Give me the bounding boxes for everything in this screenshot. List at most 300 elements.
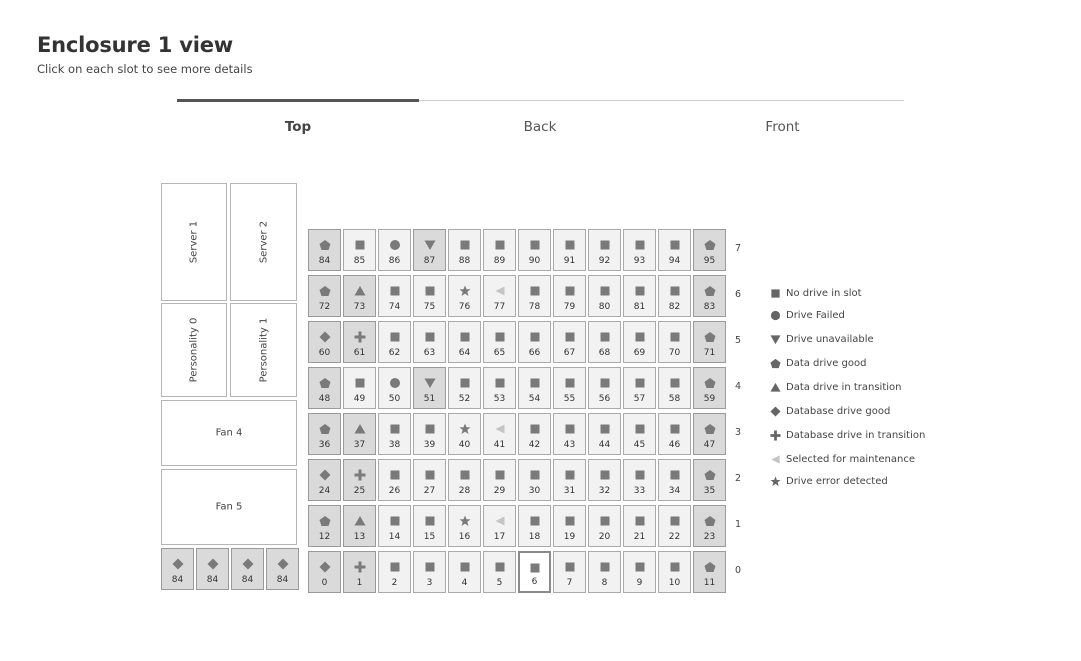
diamond-icon bbox=[162, 555, 193, 569]
square-icon bbox=[554, 374, 585, 388]
slot-number: 47 bbox=[703, 440, 716, 450]
slot-number: 55 bbox=[563, 394, 576, 404]
slot-number: 34 bbox=[668, 486, 681, 496]
pentagon-icon bbox=[309, 512, 340, 526]
personality-1-label: Personality 1 bbox=[258, 317, 269, 383]
pentagon-icon bbox=[309, 420, 340, 434]
slot-number: 64 bbox=[458, 348, 471, 358]
slot-number: 69 bbox=[633, 348, 646, 358]
slot-number: 87 bbox=[423, 256, 436, 266]
drive-slot[interactable] bbox=[553, 505, 586, 547]
square-icon bbox=[589, 558, 620, 572]
drive-slot[interactable] bbox=[378, 413, 411, 455]
star-icon bbox=[449, 512, 480, 526]
bottom-drive-slot[interactable] bbox=[266, 548, 299, 590]
slot-number: 94 bbox=[668, 256, 681, 266]
legend-label: Database drive in transition bbox=[786, 430, 926, 441]
square-icon bbox=[589, 282, 620, 296]
slot-number: 57 bbox=[633, 394, 646, 404]
drive-slot[interactable] bbox=[413, 321, 446, 363]
drive-slot[interactable] bbox=[658, 229, 691, 271]
drive-slot[interactable] bbox=[553, 275, 586, 317]
drive-slot[interactable] bbox=[343, 275, 376, 317]
square-icon bbox=[414, 420, 445, 434]
square-icon bbox=[659, 328, 690, 342]
slot-number: 84 bbox=[241, 575, 254, 585]
drive-slot[interactable] bbox=[623, 413, 656, 455]
slot-number: 75 bbox=[423, 302, 436, 312]
square-icon bbox=[379, 466, 410, 480]
drive-slot[interactable] bbox=[343, 229, 376, 271]
square-icon bbox=[624, 328, 655, 342]
slot-number: 41 bbox=[493, 440, 506, 450]
drive-slot[interactable] bbox=[343, 551, 376, 593]
drive-slot[interactable] bbox=[658, 505, 691, 547]
slot-number: 61 bbox=[353, 348, 366, 358]
slot-number: 10 bbox=[668, 578, 681, 588]
slot-number: 12 bbox=[318, 532, 331, 542]
drive-slot[interactable] bbox=[448, 321, 481, 363]
drive-slot[interactable] bbox=[623, 551, 656, 593]
square-icon bbox=[449, 328, 480, 342]
slot-number: 24 bbox=[318, 486, 331, 496]
triangle-left-icon bbox=[484, 512, 515, 526]
drive-slot[interactable] bbox=[413, 551, 446, 593]
drive-slot[interactable] bbox=[553, 551, 586, 593]
drive-slot[interactable] bbox=[693, 275, 726, 317]
drive-slot[interactable] bbox=[693, 413, 726, 455]
plus-icon bbox=[770, 430, 781, 441]
slot-number: 11 bbox=[703, 578, 716, 588]
square-icon bbox=[554, 236, 585, 250]
square-icon bbox=[414, 558, 445, 572]
drive-slot[interactable] bbox=[448, 459, 481, 501]
slot-number: 85 bbox=[353, 256, 366, 266]
drive-slot[interactable] bbox=[693, 229, 726, 271]
slot-number: 84 bbox=[276, 575, 289, 585]
drive-slot[interactable] bbox=[588, 275, 621, 317]
slot-number: 84 bbox=[206, 575, 219, 585]
server-1-box[interactable] bbox=[161, 183, 227, 301]
drive-slot[interactable] bbox=[413, 275, 446, 317]
slot-number: 83 bbox=[703, 302, 716, 312]
drive-slot[interactable] bbox=[518, 551, 551, 593]
square-icon bbox=[519, 236, 550, 250]
drive-slot[interactable] bbox=[378, 229, 411, 271]
legend-label: Database drive good bbox=[786, 406, 891, 417]
square-icon bbox=[624, 558, 655, 572]
pentagon-icon bbox=[694, 420, 725, 434]
slot-number: 30 bbox=[528, 486, 541, 496]
drive-slot[interactable] bbox=[553, 229, 586, 271]
slot-number: 81 bbox=[633, 302, 646, 312]
diamond-icon bbox=[232, 555, 263, 569]
drive-slot[interactable] bbox=[448, 229, 481, 271]
personality-1-box[interactable] bbox=[230, 303, 297, 397]
drive-slot[interactable] bbox=[343, 505, 376, 547]
square-icon bbox=[554, 282, 585, 296]
square-icon bbox=[589, 466, 620, 480]
slot-number: 38 bbox=[388, 440, 401, 450]
slot-number: 45 bbox=[633, 440, 646, 450]
slot-number: 42 bbox=[528, 440, 541, 450]
square-icon bbox=[624, 374, 655, 388]
square-icon bbox=[414, 282, 445, 296]
square-icon bbox=[659, 420, 690, 434]
drive-slot[interactable] bbox=[343, 413, 376, 455]
drive-slot[interactable] bbox=[308, 229, 341, 271]
slot-number: 79 bbox=[563, 302, 576, 312]
row-label: 6 bbox=[735, 289, 742, 300]
square-icon bbox=[624, 466, 655, 480]
triangle-left-icon bbox=[484, 420, 515, 434]
bottom-drive-slot[interactable] bbox=[196, 548, 229, 590]
drive-slot[interactable] bbox=[553, 413, 586, 455]
square-icon bbox=[519, 466, 550, 480]
drive-slot[interactable] bbox=[378, 459, 411, 501]
slot-number: 54 bbox=[528, 394, 541, 404]
star-icon bbox=[449, 420, 480, 434]
slot-number: 62 bbox=[388, 348, 401, 358]
square-icon bbox=[414, 328, 445, 342]
square-icon bbox=[414, 512, 445, 526]
square-icon bbox=[379, 328, 410, 342]
slot-number: 92 bbox=[598, 256, 611, 266]
triangle-down-icon bbox=[770, 334, 781, 345]
slot-number: 4 bbox=[461, 578, 468, 588]
slot-number: 40 bbox=[458, 440, 471, 450]
row-label: 4 bbox=[735, 381, 742, 392]
drive-slot[interactable] bbox=[483, 505, 516, 547]
slot-number: 59 bbox=[703, 394, 716, 404]
triangle-up-icon bbox=[770, 382, 781, 393]
slot-number: 28 bbox=[458, 486, 471, 496]
drive-slot[interactable] bbox=[693, 551, 726, 593]
square-icon bbox=[624, 236, 655, 250]
pentagon-icon bbox=[309, 374, 340, 388]
square-icon bbox=[484, 558, 515, 572]
slot-number: 20 bbox=[598, 532, 611, 542]
slot-number: 6 bbox=[531, 577, 538, 587]
bottom-drive-slot[interactable] bbox=[231, 548, 264, 590]
slot-number: 76 bbox=[458, 302, 471, 312]
slot-number: 7 bbox=[566, 578, 573, 588]
drive-slot[interactable] bbox=[378, 367, 411, 409]
square-icon bbox=[659, 558, 690, 572]
square-icon bbox=[589, 512, 620, 526]
square-icon bbox=[414, 466, 445, 480]
slot-number: 89 bbox=[493, 256, 506, 266]
square-icon bbox=[449, 374, 480, 388]
server-2-box[interactable] bbox=[230, 183, 297, 301]
drive-slot[interactable] bbox=[658, 367, 691, 409]
slot-number: 66 bbox=[528, 348, 541, 358]
legend-label: Drive unavailable bbox=[786, 334, 874, 345]
drive-slot[interactable] bbox=[588, 367, 621, 409]
drive-slot[interactable] bbox=[553, 321, 586, 363]
tab-back[interactable]: Back bbox=[523, 119, 557, 135]
pentagon-icon bbox=[309, 282, 340, 296]
page-title: Enclosure 1 view bbox=[37, 33, 233, 57]
triangle-left-icon bbox=[484, 282, 515, 296]
diamond-icon bbox=[197, 555, 228, 569]
drive-slot[interactable] bbox=[588, 551, 621, 593]
slot-number: 78 bbox=[528, 302, 541, 312]
square-icon bbox=[449, 466, 480, 480]
drive-slot[interactable] bbox=[483, 367, 516, 409]
drive-slot[interactable] bbox=[448, 275, 481, 317]
fan-4-box[interactable] bbox=[161, 400, 297, 466]
drive-slot[interactable] bbox=[413, 413, 446, 455]
slot-number: 93 bbox=[633, 256, 646, 266]
personality-0-box[interactable] bbox=[161, 303, 227, 397]
slot-number: 86 bbox=[388, 256, 401, 266]
slot-number: 60 bbox=[318, 348, 331, 358]
drive-slot[interactable] bbox=[518, 413, 551, 455]
pentagon-icon bbox=[694, 374, 725, 388]
plus-icon bbox=[344, 466, 375, 480]
legend-label: Data drive in transition bbox=[786, 382, 902, 393]
square-icon bbox=[379, 512, 410, 526]
drive-slot[interactable] bbox=[518, 229, 551, 271]
slot-number: 1 bbox=[356, 578, 363, 588]
drive-slot[interactable] bbox=[658, 275, 691, 317]
drive-slot[interactable] bbox=[658, 321, 691, 363]
legend-label: Drive error detected bbox=[786, 476, 888, 487]
drive-slot[interactable] bbox=[308, 413, 341, 455]
slot-number: 18 bbox=[528, 532, 541, 542]
drive-slot[interactable] bbox=[693, 367, 726, 409]
drive-slot[interactable] bbox=[483, 229, 516, 271]
drive-slot[interactable] bbox=[378, 275, 411, 317]
slot-number: 36 bbox=[318, 440, 331, 450]
triangle-up-icon bbox=[344, 282, 375, 296]
drive-slot[interactable] bbox=[308, 321, 341, 363]
square-icon bbox=[554, 466, 585, 480]
diamond-icon bbox=[770, 406, 781, 417]
plus-icon bbox=[344, 558, 375, 572]
square-icon bbox=[770, 288, 781, 299]
drive-slot[interactable] bbox=[588, 505, 621, 547]
drive-slot[interactable] bbox=[413, 505, 446, 547]
drive-slot[interactable] bbox=[448, 551, 481, 593]
slot-number: 70 bbox=[668, 348, 681, 358]
drive-slot[interactable] bbox=[693, 505, 726, 547]
drive-slot[interactable] bbox=[483, 413, 516, 455]
drive-slot[interactable] bbox=[483, 551, 516, 593]
drive-slot[interactable] bbox=[413, 459, 446, 501]
drive-slot[interactable] bbox=[518, 367, 551, 409]
drive-slot[interactable] bbox=[588, 229, 621, 271]
slot-number: 43 bbox=[563, 440, 576, 450]
drive-slot[interactable] bbox=[518, 275, 551, 317]
slot-number: 90 bbox=[528, 256, 541, 266]
plus-icon bbox=[344, 328, 375, 342]
drive-slot[interactable] bbox=[658, 551, 691, 593]
drive-slot[interactable] bbox=[518, 459, 551, 501]
drive-slot[interactable] bbox=[518, 505, 551, 547]
drive-slot[interactable] bbox=[448, 505, 481, 547]
circle-icon bbox=[379, 374, 410, 388]
slot-number: 3 bbox=[426, 578, 433, 588]
slot-number: 84 bbox=[318, 256, 331, 266]
slot-number: 33 bbox=[633, 486, 646, 496]
diamond-icon bbox=[309, 466, 340, 480]
drive-slot[interactable] bbox=[623, 275, 656, 317]
slot-number: 31 bbox=[563, 486, 576, 496]
drive-slot[interactable] bbox=[413, 367, 446, 409]
slot-number: 27 bbox=[423, 486, 436, 496]
drive-slot[interactable] bbox=[553, 459, 586, 501]
drive-slot[interactable] bbox=[518, 321, 551, 363]
pentagon-icon bbox=[694, 236, 725, 250]
triangle-up-icon bbox=[344, 420, 375, 434]
square-icon bbox=[659, 374, 690, 388]
slot-number: 44 bbox=[598, 440, 611, 450]
square-icon bbox=[589, 236, 620, 250]
square-icon bbox=[554, 328, 585, 342]
fan-4-label: Fan 4 bbox=[215, 427, 243, 439]
slot-number: 88 bbox=[458, 256, 471, 266]
drive-slot[interactable] bbox=[378, 321, 411, 363]
drive-slot[interactable] bbox=[483, 321, 516, 363]
drive-slot[interactable] bbox=[343, 367, 376, 409]
pentagon-icon bbox=[694, 512, 725, 526]
drive-slot[interactable] bbox=[308, 505, 341, 547]
slot-number: 71 bbox=[703, 348, 716, 358]
slot-number: 5 bbox=[496, 578, 503, 588]
square-icon bbox=[659, 466, 690, 480]
star-icon bbox=[449, 282, 480, 296]
diamond-icon bbox=[309, 558, 340, 572]
slot-number: 95 bbox=[703, 256, 716, 266]
drive-slot[interactable] bbox=[658, 413, 691, 455]
pentagon-icon bbox=[694, 328, 725, 342]
fan-5-box[interactable] bbox=[161, 469, 297, 545]
drive-slot[interactable] bbox=[693, 321, 726, 363]
legend-label: Data drive good bbox=[786, 358, 867, 369]
pentagon-icon bbox=[694, 282, 725, 296]
slot-number: 21 bbox=[633, 532, 646, 542]
drive-slot[interactable] bbox=[588, 321, 621, 363]
row-label: 1 bbox=[735, 519, 742, 530]
square-icon bbox=[344, 374, 375, 388]
row-label: 7 bbox=[735, 243, 742, 254]
slot-number: 2 bbox=[391, 578, 398, 588]
drive-slot[interactable] bbox=[658, 459, 691, 501]
square-icon bbox=[379, 558, 410, 572]
slot-number: 51 bbox=[423, 394, 436, 404]
drive-slot[interactable] bbox=[623, 459, 656, 501]
tab-top[interactable]: Top bbox=[284, 119, 312, 135]
active-tab-indicator bbox=[177, 99, 419, 102]
slot-number: 15 bbox=[423, 532, 436, 542]
drive-slot[interactable] bbox=[448, 367, 481, 409]
drive-slot[interactable] bbox=[483, 275, 516, 317]
circle-icon bbox=[770, 310, 781, 321]
slot-number: 82 bbox=[668, 302, 681, 312]
drive-slot[interactable] bbox=[588, 459, 621, 501]
legend-label: Drive Failed bbox=[786, 310, 845, 321]
square-icon bbox=[589, 420, 620, 434]
slot-number: 17 bbox=[493, 532, 506, 542]
drive-slot[interactable] bbox=[308, 275, 341, 317]
pentagon-icon bbox=[694, 558, 725, 572]
slot-number: 29 bbox=[493, 486, 506, 496]
drive-slot[interactable] bbox=[693, 459, 726, 501]
slot-number: 74 bbox=[388, 302, 401, 312]
tab-front[interactable]: Front bbox=[765, 119, 800, 135]
drive-slot[interactable] bbox=[588, 413, 621, 455]
drive-slot[interactable] bbox=[623, 321, 656, 363]
slot-number: 56 bbox=[598, 394, 611, 404]
slot-number: 8 bbox=[601, 578, 608, 588]
slot-number: 72 bbox=[318, 302, 331, 312]
diamond-icon bbox=[309, 328, 340, 342]
drive-slot[interactable] bbox=[308, 459, 341, 501]
slot-number: 22 bbox=[668, 532, 681, 542]
drive-slot[interactable] bbox=[343, 459, 376, 501]
drive-slot[interactable] bbox=[623, 367, 656, 409]
slot-number: 9 bbox=[636, 578, 643, 588]
drive-slot[interactable] bbox=[553, 367, 586, 409]
pentagon-icon bbox=[694, 466, 725, 480]
slot-number: 26 bbox=[388, 486, 401, 496]
drive-slot[interactable] bbox=[623, 505, 656, 547]
drive-slot[interactable] bbox=[308, 367, 341, 409]
square-icon bbox=[659, 236, 690, 250]
row-label: 0 bbox=[735, 565, 742, 576]
row-label: 5 bbox=[735, 335, 742, 346]
pentagon-icon bbox=[309, 236, 340, 250]
drive-slot[interactable] bbox=[378, 551, 411, 593]
slot-number: 84 bbox=[171, 575, 184, 585]
slot-number: 53 bbox=[493, 394, 506, 404]
drive-slot[interactable] bbox=[308, 551, 341, 593]
square-icon bbox=[379, 420, 410, 434]
square-icon bbox=[520, 559, 549, 573]
triangle-left-icon bbox=[770, 454, 781, 465]
drive-slot[interactable] bbox=[378, 505, 411, 547]
square-icon bbox=[449, 558, 480, 572]
slot-number: 65 bbox=[493, 348, 506, 358]
row-label: 3 bbox=[735, 427, 742, 438]
square-icon bbox=[624, 420, 655, 434]
square-icon bbox=[519, 374, 550, 388]
slot-number: 35 bbox=[703, 486, 716, 496]
square-icon bbox=[519, 420, 550, 434]
square-icon bbox=[554, 512, 585, 526]
drive-slot[interactable] bbox=[448, 413, 481, 455]
slot-number: 48 bbox=[318, 394, 331, 404]
square-icon bbox=[344, 236, 375, 250]
legend-label: Selected for maintenance bbox=[786, 454, 915, 465]
slot-number: 32 bbox=[598, 486, 611, 496]
slot-number: 14 bbox=[388, 532, 401, 542]
square-icon bbox=[589, 328, 620, 342]
circle-icon bbox=[379, 236, 410, 250]
personality-0-label: Personality 0 bbox=[188, 317, 200, 383]
slot-number: 67 bbox=[563, 348, 576, 358]
bottom-drive-slot[interactable] bbox=[161, 548, 194, 590]
slot-number: 91 bbox=[563, 256, 576, 266]
drive-slot[interactable] bbox=[413, 229, 446, 271]
drive-slot[interactable] bbox=[483, 459, 516, 501]
slot-number: 77 bbox=[493, 302, 506, 312]
server-2-label: Server 2 bbox=[258, 220, 269, 264]
drive-slot[interactable] bbox=[343, 321, 376, 363]
drive-slot[interactable] bbox=[623, 229, 656, 271]
